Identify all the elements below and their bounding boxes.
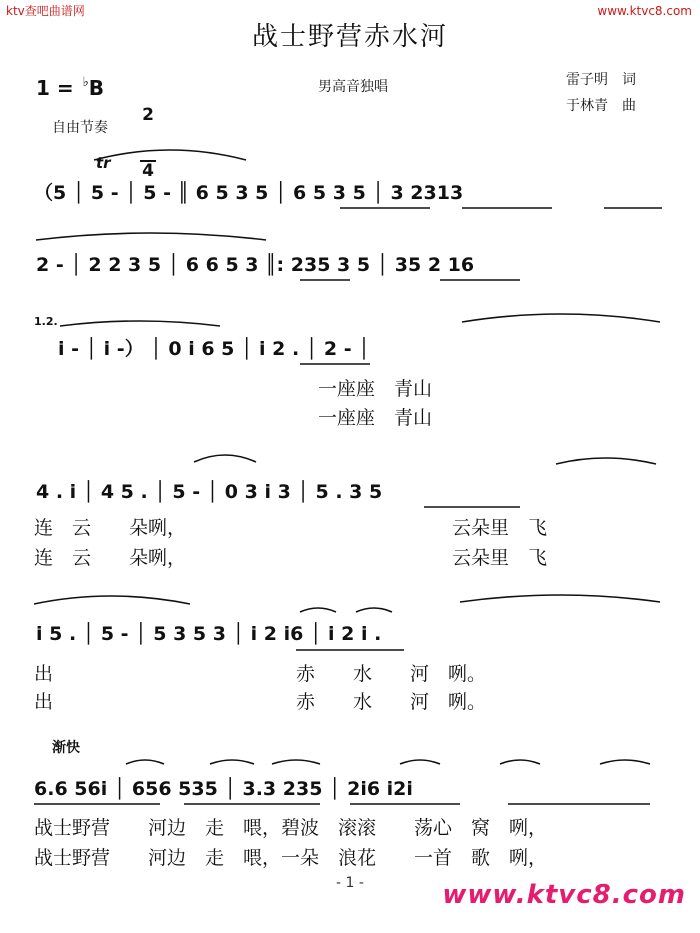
meter-top: 2 [142, 105, 154, 125]
watermark-left: ktv查吧曲谱网 [6, 4, 85, 18]
slur-arc [500, 760, 540, 764]
system-1-notes: （5 │ 5 - │ 5 - ║ 6 5 3 5 │ 6 5 3 5 │ 3 2313 [34, 182, 464, 204]
site-logo: www.ktvc8.com [442, 880, 686, 910]
song-title: 战士野营赤水河 [251, 22, 448, 52]
key-signature [36, 75, 104, 100]
tempo-change: 渐快 [52, 740, 80, 756]
meter-bottom: 4 [140, 160, 156, 180]
slur-arc [460, 595, 660, 602]
key-note: B [88, 76, 104, 100]
system-6-notes: 6.6 56i │ 656 535 │ 3.3 235 │ 2i6 i2i [34, 778, 413, 800]
slur-arc [272, 760, 320, 764]
slur-arc [356, 608, 392, 612]
slur-arc [126, 760, 164, 764]
slur-arc [300, 608, 336, 612]
system-3-notes: i - │ i -） │ 0 i 6 5 │ i 2 . │ 2 - │ [58, 338, 370, 360]
slur-arc [194, 455, 256, 462]
score-page: ktv查吧曲谱网 www.ktvc8.com 战士野营赤水河 1 = ♭B 2 4 男高音独唱 雷子明 词 于林青 曲 自由节奏 tr （5 │ 5 - │ 5 - ║ 6 5 3 5 │ 6 5 3 5 │ 3 2313 2 - │ 2 2 3 5 │ 6 6 5 3 ║: 235 3 5 │ 35 2 16 1.2. i - │ i -） │ 0 i 6 5 │ i 2 . │ 2 - │ 一座座 青山 一座座 青山 4 . i │ 4 5 . │ 5 - │ 0 3 i 3 │ 5 . 3 5 连 云 朵咧， 云朵里 飞 连 云 朵咧， 云朵里 飞 i 5 . │ 5 - │ 5 3 5 3 │ i 2 i6 │ i 2 i . 出 赤 水 河 咧。 出 赤 水 河 咧。 渐快 6.6 56i │ 656 535 │ 3.3 235 │ 2i6 i2i 战士野营 河边 走 喂，碧波 滚滚 荡心 窝 咧， 战士野营 河边 走 喂，一朵 浪花 一首 歌 咧， - 1 - www.ktvc8.com [0, 0, 700, 933]
watermark-right: www.ktvc8.com [597, 4, 692, 18]
tempo-marking: 自由节奏 [52, 120, 108, 136]
composer-credit: 于林青 曲 [566, 98, 636, 114]
lyricist-credit: 雷子明 词 [566, 72, 636, 88]
performance-note: 男高音独唱 [318, 79, 388, 95]
slur-arc [400, 760, 440, 764]
slur-arc [556, 458, 656, 464]
slur-arc [600, 760, 650, 764]
trill-mark: tr [96, 154, 111, 172]
system-2-notes: 2 - │ 2 2 3 5 │ 6 6 5 3 ║: 235 3 5 │ 35 2 16 [36, 254, 475, 276]
slur-arc [34, 596, 190, 604]
flat-icon: ♭ [82, 75, 89, 90]
slur-arc [210, 760, 254, 764]
slur-arc [94, 150, 246, 160]
slur-arc [36, 233, 266, 240]
page-number: - 1 - [336, 875, 364, 891]
slur-arc [462, 314, 660, 322]
system-4-notes: 4 . i │ 4 5 . │ 5 - │ 0 3 i 3 │ 5 . 3 5 [36, 481, 383, 503]
volta-bracket: 1.2. [34, 315, 58, 328]
system-5-notes: i 5 . │ 5 - │ 5 3 5 3 │ i 2 i6 │ i 2 i . [36, 623, 382, 645]
slur-arc [60, 321, 220, 326]
key-prefix: 1 = [36, 76, 81, 100]
